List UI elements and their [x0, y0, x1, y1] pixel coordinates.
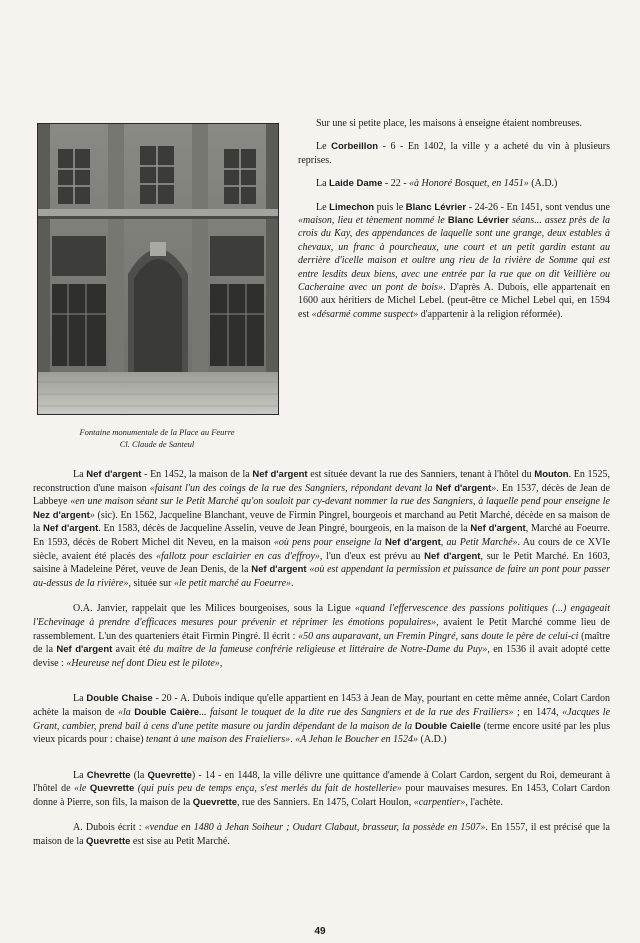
intro-paragraph: Sur une si petite place, les maisons à enseigne étaient nombreuses.: [316, 118, 583, 129]
fountain-photo: [37, 123, 279, 415]
fountain-building-image: [38, 124, 278, 414]
double-chaise-paragraph: La Double Chaise - 20 - A. Dubois indique qu'elle appartient en 1453 à Jean de May, pourtant en cette même année, Colart Cardon achète la maison de «la Double Caière... faisant le touquet de la dite rue des Sangniers et de la rue des Frailiers» ; en 1474, «Jacques le Grant, cambier, prend bail à cens d'une petite masure ou jardin dépendant de la maison de la Double Caielle (terme encore usité par les plus vieux picards pour : chaise) tenant à une maison des Fraieliers». «A Jehan le Boucher en 1524» (A.D.): [33, 693, 611, 746]
chevrette-paragraph: La Chevrette (la Quevrette) - 14 - en 1448, la ville délivre une quittance d'amende à Colart Cardon, sergent du Roi, demeurant à l'hôtel de «le Quevrette (qui puis peu de temps ença, s'est merlés du fait de hostellerie» pour mauvaises mesures. En 1453, Colart Cardon donne à Pierre, son fils, la maison de la Quevrette, rue des Sanniers. En 1475, Colart Houlon, «carpentier», l'achète.: [33, 769, 611, 808]
sign-name: Blanc Lévrier: [405, 201, 467, 213]
nef-argent-paragraph: La Nef d'argent - En 1452, la maison de la Nef d'argent est située devant la rue des Sanniers, tenant à l'hôtel du Mouton. En 1525, reconstruction d'une maison «faisant l'un des coings de la rue des Sangniers, répondant devant la Nef d'argent». En 1537, décès de Jean de Labbeye «en une maison séant sur le Petit Marché qu'on souloit par cy-devant nommer la rue des Sangniers, à laquelle pend pour enseigne le Nez d'argent» (sic). En 1562, Jacqueline Blanchant, veuve de Firmin Pingrel, bourgeois et marchand au Petit Marché, décède en sa maison de la Nef d'argent. En 1583, décès de Jacqueline Asselin, veuve de Jean Pingré, bourgeois, en la maison de la Nef d'argent, Marché au Foeurre. En 1593, décès de Robert Michel dit Neveu, en la maison «où pens pour enseigne la Nef d'argent, au Petit Marché». Au cours de ce XVIe siècle, avaient été placés des «fallotz pour esclairier en cas d'effroy», l'un d'eux est prévu au Nef d'argent, sur le Petit Marché. En 1603, saisine à Madeleine Péret, veuve de Jean Denis, de la Nef d'argent «où est appendant la permission et puissance de faire un pont pour passer au-dessus de la rivière», située sur «le petit marché au Foeurre».: [33, 469, 611, 589]
main-text: [33, 468, 610, 861]
sign-name: Laide Dame: [329, 178, 383, 190]
right-column: [298, 117, 610, 331]
laide-dame-paragraph: La Laide Dame - 22 - «à Honoré Bosquet, en 1451» (A.D.): [316, 178, 558, 190]
page-number: 49: [314, 926, 326, 937]
caption-title: Fontaine monumentale de la Place au Feurre: [79, 427, 235, 437]
caption-credit: Cl. Claude de Santeul: [119, 439, 195, 449]
limechon-paragraph: Le Limechon puis le Blanc Lévrier - 24-26 - En 1451, sont vendus une «maison, lieu et tènement nommé le Blanc Lévrier séans... assez près de la crois du Kay, des appendances de laquelle sont une grange, deux estables à chevaux, un franc à pourcheaux, une court et un petit gardin estant au derrière d'icelle maison et oultre ung rieu de la rivière de Somme qui est entre lesdits deux biens, avec une entrée par la rue que on dit Veillière ou Cacheraine avec un pont de bois». D'après A. Dubois, elle appartenait en 1600 aux héritiers de Michel Lebel. (peut-être ce Michel Lebel qui, en 1594 est «désarmé comme suspect» d'appartenir à la religion réformée).: [298, 201, 611, 320]
dubois-paragraph: A. Dubois écrit : «vendue en 1480 à Jehan Soiheur ; Oudart Clabaut, brasseur, la possède en 1507». En 1557, il est précisé que la maison de la Quevrette est sise au Petit Marché.: [33, 822, 610, 848]
sign-name: Corbeillon: [331, 141, 379, 153]
photo-caption: [37, 426, 277, 450]
sign-name: Limechon: [329, 201, 375, 213]
milices-paragraph: O.A. Janvier, rappelait que les Milices bourgeoises, sous la Ligue «quand l'effervescence des passions politiques (...) engageait l'Echevinage à prendre d'efficaces mesures pour prévenir et réprimer les émotions populaires», avaient le Petit Marché comme lieu de rassemblement. L'un des quarteniers était Firmin Pingré. Il écrit : «50 ans auparavant, un Fremin Pingré, sans doute le père de celui-ci (maître de la Nef d'argent avait été du maître de la fameuse confrérie religieuse et littéraire de Notre-Dame du Puy», en 1536 il avait adopté cette devise : «Heureuse nef dont Dieu est le pilote»,: [33, 603, 610, 669]
corbeillon-paragraph: Le Corbeillon - 6 - En 1402, la ville y a acheté du vin à plusieurs reprises.: [298, 141, 610, 166]
